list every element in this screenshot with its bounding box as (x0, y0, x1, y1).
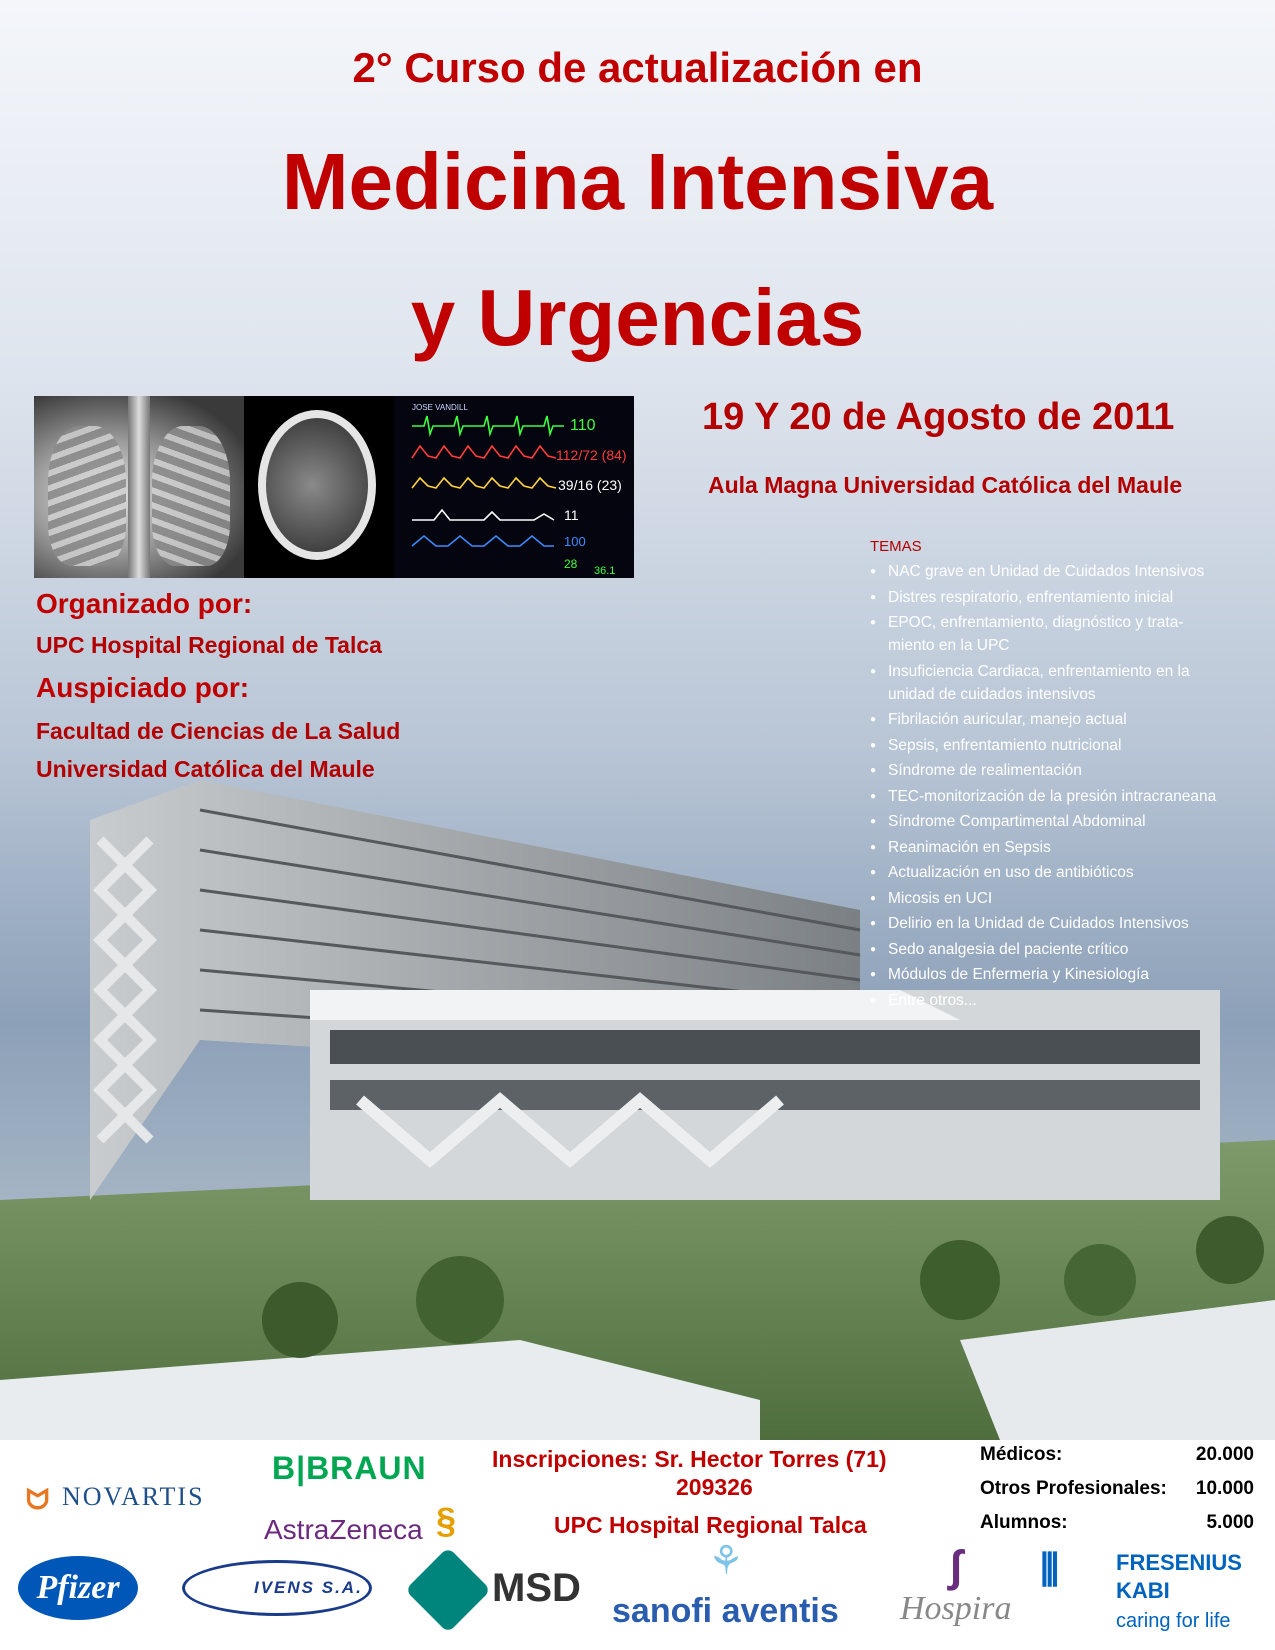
sponsor-name-line1: Facultad de Ciencias de La Salud (36, 718, 401, 744)
monitor-waveforms (394, 396, 634, 578)
fresenius-logo-line1: FRESENIUS (1116, 1550, 1242, 1575)
organizer-name: UPC Hospital Regional de Talca (36, 632, 382, 658)
fee-row (980, 1444, 1260, 1478)
sanofi-aventis-logo: sanofi aventis (612, 1592, 839, 1630)
topic-item: ● EPOC, enfrentamiento, diagnóstico y trata- miento en la UPC (870, 611, 1270, 657)
course-subtitle: 2° Curso de actualización en (352, 44, 923, 91)
patient-monitor-image (394, 396, 634, 578)
arterial-waveform (412, 446, 556, 458)
topic-item: ● Reanimación en Sepsis (870, 836, 1270, 859)
topics-list (870, 560, 1270, 1014)
topic-item: ● Módulos de Enfermeria y Kinesiología (870, 963, 1270, 986)
topic-item: ● Insuficiencia Cardiaca, enfrentamiento en la unidad de cuidados intensivos (870, 660, 1270, 706)
monitor-bp: 112/72 (84) (556, 447, 627, 463)
topic-item: ● Síndrome Compartimental Abdominal (870, 810, 1270, 833)
monitor-spo2: 100 (564, 534, 586, 549)
skull-shape (258, 410, 376, 560)
monitor-header: JOSE VANDILL (412, 403, 468, 412)
sanofi-figures-icon: ⚘ (708, 1539, 744, 1583)
pap-waveform (412, 478, 556, 488)
topic-item: ● Fibrilación auricular, manejo actual (870, 708, 1270, 731)
fee-row (980, 1478, 1260, 1512)
registration-phone: 209326 (676, 1474, 753, 1500)
monitor-temp: 36.1 (594, 565, 616, 577)
fee-label: Otros Profesionales: (980, 1478, 1167, 1499)
topic-item: ● Actualización en uso de antibióticos (870, 861, 1270, 884)
event-date: 19 Y 20 de Agosto de 2011 (702, 396, 1175, 438)
brain-ct-image (244, 396, 394, 578)
monitor-hr: 110 (570, 417, 596, 434)
registration-contact: Inscripciones: Sr. Hector Torres (71) (492, 1446, 887, 1472)
topic-item: ● Sedo analgesia del paciente crítico (870, 938, 1270, 961)
fee-label: Médicos: (980, 1444, 1063, 1465)
fee-value: 20.000 (1195, 1444, 1254, 1465)
ivens-logo: IVENS S.A. (254, 1578, 363, 1597)
fresenius-tagline: caring for life (1116, 1610, 1231, 1632)
monitor-pap: 39/16 (23) (558, 477, 622, 493)
novartis-flame-icon: ᗢ (26, 1484, 50, 1515)
lung-shape (152, 426, 230, 566)
sponsor-heading: Auspiciado por: (36, 672, 250, 703)
fee-value: 5.000 (1206, 1512, 1254, 1533)
topic-item: ● Síndrome de realimentación (870, 759, 1270, 782)
fresenius-symbol-icon: ⦀ (1040, 1546, 1060, 1595)
chest-xray-image (34, 396, 244, 578)
course-title-line2: y Urgencias (410, 273, 865, 362)
cvp-waveform (412, 510, 554, 520)
sponsor-name-line2: Universidad Católica del Maule (36, 756, 375, 782)
topic-item: ● Entre otros... (870, 989, 1270, 1012)
footer-sponsors (0, 1440, 1275, 1650)
fee-label: Alumnos: (980, 1512, 1068, 1533)
pfizer-logo: Pfizer (18, 1556, 138, 1620)
topics-heading: TEMAS (870, 538, 922, 555)
ecg-waveform (412, 416, 564, 434)
astrazeneca-symbol-icon: § (436, 1500, 457, 1541)
course-title-line1: Medicina Intensiva (281, 137, 994, 226)
bbraun-logo: B|BRAUN (272, 1450, 427, 1486)
msd-logo: MSD (492, 1566, 581, 1610)
fee-row (980, 1512, 1260, 1546)
topic-item: ● Distres respiratorio, enfrentamiento inicial (870, 586, 1270, 609)
fee-table (980, 1444, 1260, 1546)
monitor-cvp: 11 (564, 507, 579, 523)
topic-item: ● Delirio en la Unidad de Cuidados Intensivos (870, 912, 1270, 935)
novartis-logo: NOVARTIS (62, 1482, 205, 1511)
hospira-swoosh-icon: ∫ (950, 1542, 963, 1591)
topic-item: ● Micosis en UCI (870, 887, 1270, 910)
spo2-waveform (412, 536, 554, 546)
msd-symbol-icon (405, 1547, 491, 1633)
topic-item: ● TEC-monitorización de la presión intracraneana (870, 785, 1270, 808)
registration-location: UPC Hospital Regional Talca (554, 1512, 867, 1538)
fee-value: 10.000 (1195, 1478, 1254, 1499)
astrazeneca-logo: AstraZeneca (264, 1514, 423, 1545)
lung-shape (48, 426, 126, 566)
organizer-heading: Organizado por: (36, 588, 253, 619)
monitor-rr: 28 (564, 557, 578, 571)
topic-item: ● NAC grave en Unidad de Cuidados Intensivos (870, 560, 1270, 583)
event-venue: Aula Magna Universidad Católica del Maule (708, 472, 1183, 498)
hospira-logo: Hospira (900, 1590, 1012, 1627)
topic-item: ● Sepsis, enfrentamiento nutricional (870, 734, 1270, 757)
fresenius-logo-line2: KABI (1116, 1578, 1170, 1603)
